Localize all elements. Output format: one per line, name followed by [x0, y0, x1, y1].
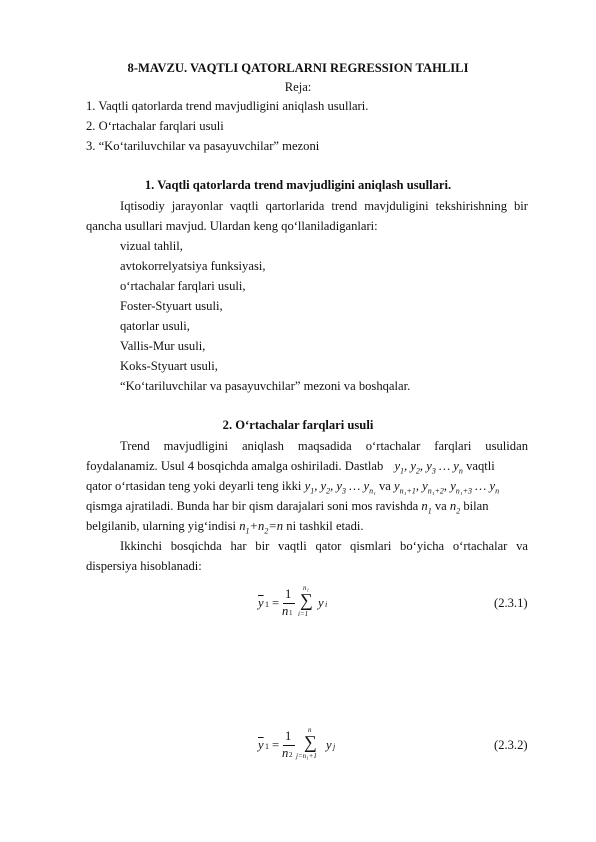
math-inline: 1 — [285, 587, 292, 601]
text-run: qismga ajratiladi. Bunda har bir qism darajalari soni mos ravishda — [86, 499, 419, 513]
text-run: vaqtli — [466, 459, 495, 473]
equation-number: (2.3.1) — [494, 596, 528, 610]
math-inline: $y_1$, $y_2$, $y_3$ … $y_n$ — [394, 459, 463, 476]
section-2-paragraph-line — [86, 458, 495, 480]
math-inline: = — [272, 596, 280, 610]
section-2-paragraph-line: Trend mavjudligini aniqlash maqsadida o‘rtachalar farqlari usulidan — [120, 439, 528, 453]
math-inline: y — [318, 596, 324, 610]
plan-item: 3. “Ko‘tariluvchilar va pasayuvchilar” mezoni — [86, 139, 320, 153]
math-inline: $n_1$ — [421, 499, 432, 516]
math-inline: 1 — [289, 609, 293, 617]
equation-number: (2.3.2) — [494, 738, 528, 752]
math-inline: j=n₁+1 — [296, 752, 317, 760]
math-inline: = — [272, 738, 280, 752]
math-inline: i=1 — [298, 610, 309, 618]
math-inline: y — [326, 738, 332, 752]
math-inline: $\overline{y}$ — [258, 738, 264, 752]
text-run: belgilanib, ularning yig‘indisi — [86, 519, 237, 533]
method-item: Vallis-Mur usuli, — [120, 339, 206, 353]
section-2-paragraph-line: Ikkinchi bosqichda har bir vaqtli qator qismlari bo‘yicha o‘rtachalar va — [120, 539, 528, 553]
method-item: vizual tahlil, — [120, 239, 183, 253]
text-run: qator o‘rtasidan teng yoki deyarli teng ikki — [86, 479, 302, 493]
math-inline: j — [333, 742, 336, 751]
math-inline: $\overline{y}$ — [258, 596, 264, 610]
plan-label: Reja: — [284, 80, 312, 94]
math-inline: 1 — [285, 729, 292, 743]
method-item: o‘rtachalar farqlari usuli, — [120, 279, 246, 293]
section-2-paragraph-line — [86, 478, 499, 500]
text-run: va — [434, 499, 447, 513]
section-1-paragraph-line: Iqtisodiy jarayonlar vaqtli qartorlarida trend mavjduligini tekshirishning bir — [120, 199, 528, 213]
math-inline: $y_1$, $y_2$, $y_3$ … $y_{n_1}$ — [304, 479, 376, 496]
method-item: Koks-Styuart usuli, — [120, 359, 218, 373]
math-inline: 1 — [265, 600, 269, 609]
plan-item: 1. Vaqtli qatorlarda trend mavjudligini aniqlash usullari. — [86, 99, 369, 113]
math-inline: n — [282, 604, 289, 618]
method-item: avtokorrelyatsiya funksiyasi, — [120, 259, 266, 273]
math-inline: $y_{n_1+1}$, $y_{n_1+2}$, $y_{n_1+3}$ … $y_n$ — [394, 479, 500, 496]
math-inline: i — [325, 600, 328, 609]
math-inline: n — [282, 746, 289, 760]
section-1-paragraph-line: qancha usullari mavjud. Ulardan keng qo‘llaniladiganlari: — [86, 219, 378, 233]
section-2-heading: 2. O‘rtachalar farqlari usuli — [222, 418, 374, 432]
text-run: bilan — [463, 499, 489, 513]
math-inline: $n_1+n_2=n$ — [239, 519, 284, 536]
method-item: “Ko‘tariluvchilar va pasayuvchilar” mezoni va boshqalar. — [120, 379, 411, 393]
plan-item: 2. O‘rtachalar farqlari usuli — [86, 119, 224, 133]
text-run: va — [379, 479, 391, 493]
text-run: ni tashkil etadi. — [286, 519, 364, 533]
math-inline: 1 — [265, 742, 269, 751]
math-inline: 2 — [289, 751, 293, 759]
section-2-paragraph-line — [86, 498, 489, 520]
method-item: Foster-Styuart usuli, — [120, 299, 223, 313]
section-2-paragraph-line — [86, 518, 364, 540]
text-run: foydalanamiz. Usul 4 bosqichda amalga oshiriladi. Dastlab — [86, 459, 384, 473]
section-1-heading: 1. Vaqtli qatorlarda trend mavjudligini aniqlash usullari. — [144, 178, 452, 192]
math-inline: n₁ — [303, 584, 309, 592]
math-inline: n — [308, 726, 312, 734]
section-2-paragraph-line: dispersiya hisoblanadi: — [86, 559, 202, 573]
page-title: 8-MAVZU. VAQTLI QATORLARNI REGRESSION TAHLILI — [127, 61, 469, 75]
math-inline: ∑ — [304, 732, 317, 752]
math-inline: ∑ — [300, 590, 313, 610]
method-item: qatorlar usuli, — [120, 319, 190, 333]
math-inline: $n_2$ — [449, 499, 461, 516]
